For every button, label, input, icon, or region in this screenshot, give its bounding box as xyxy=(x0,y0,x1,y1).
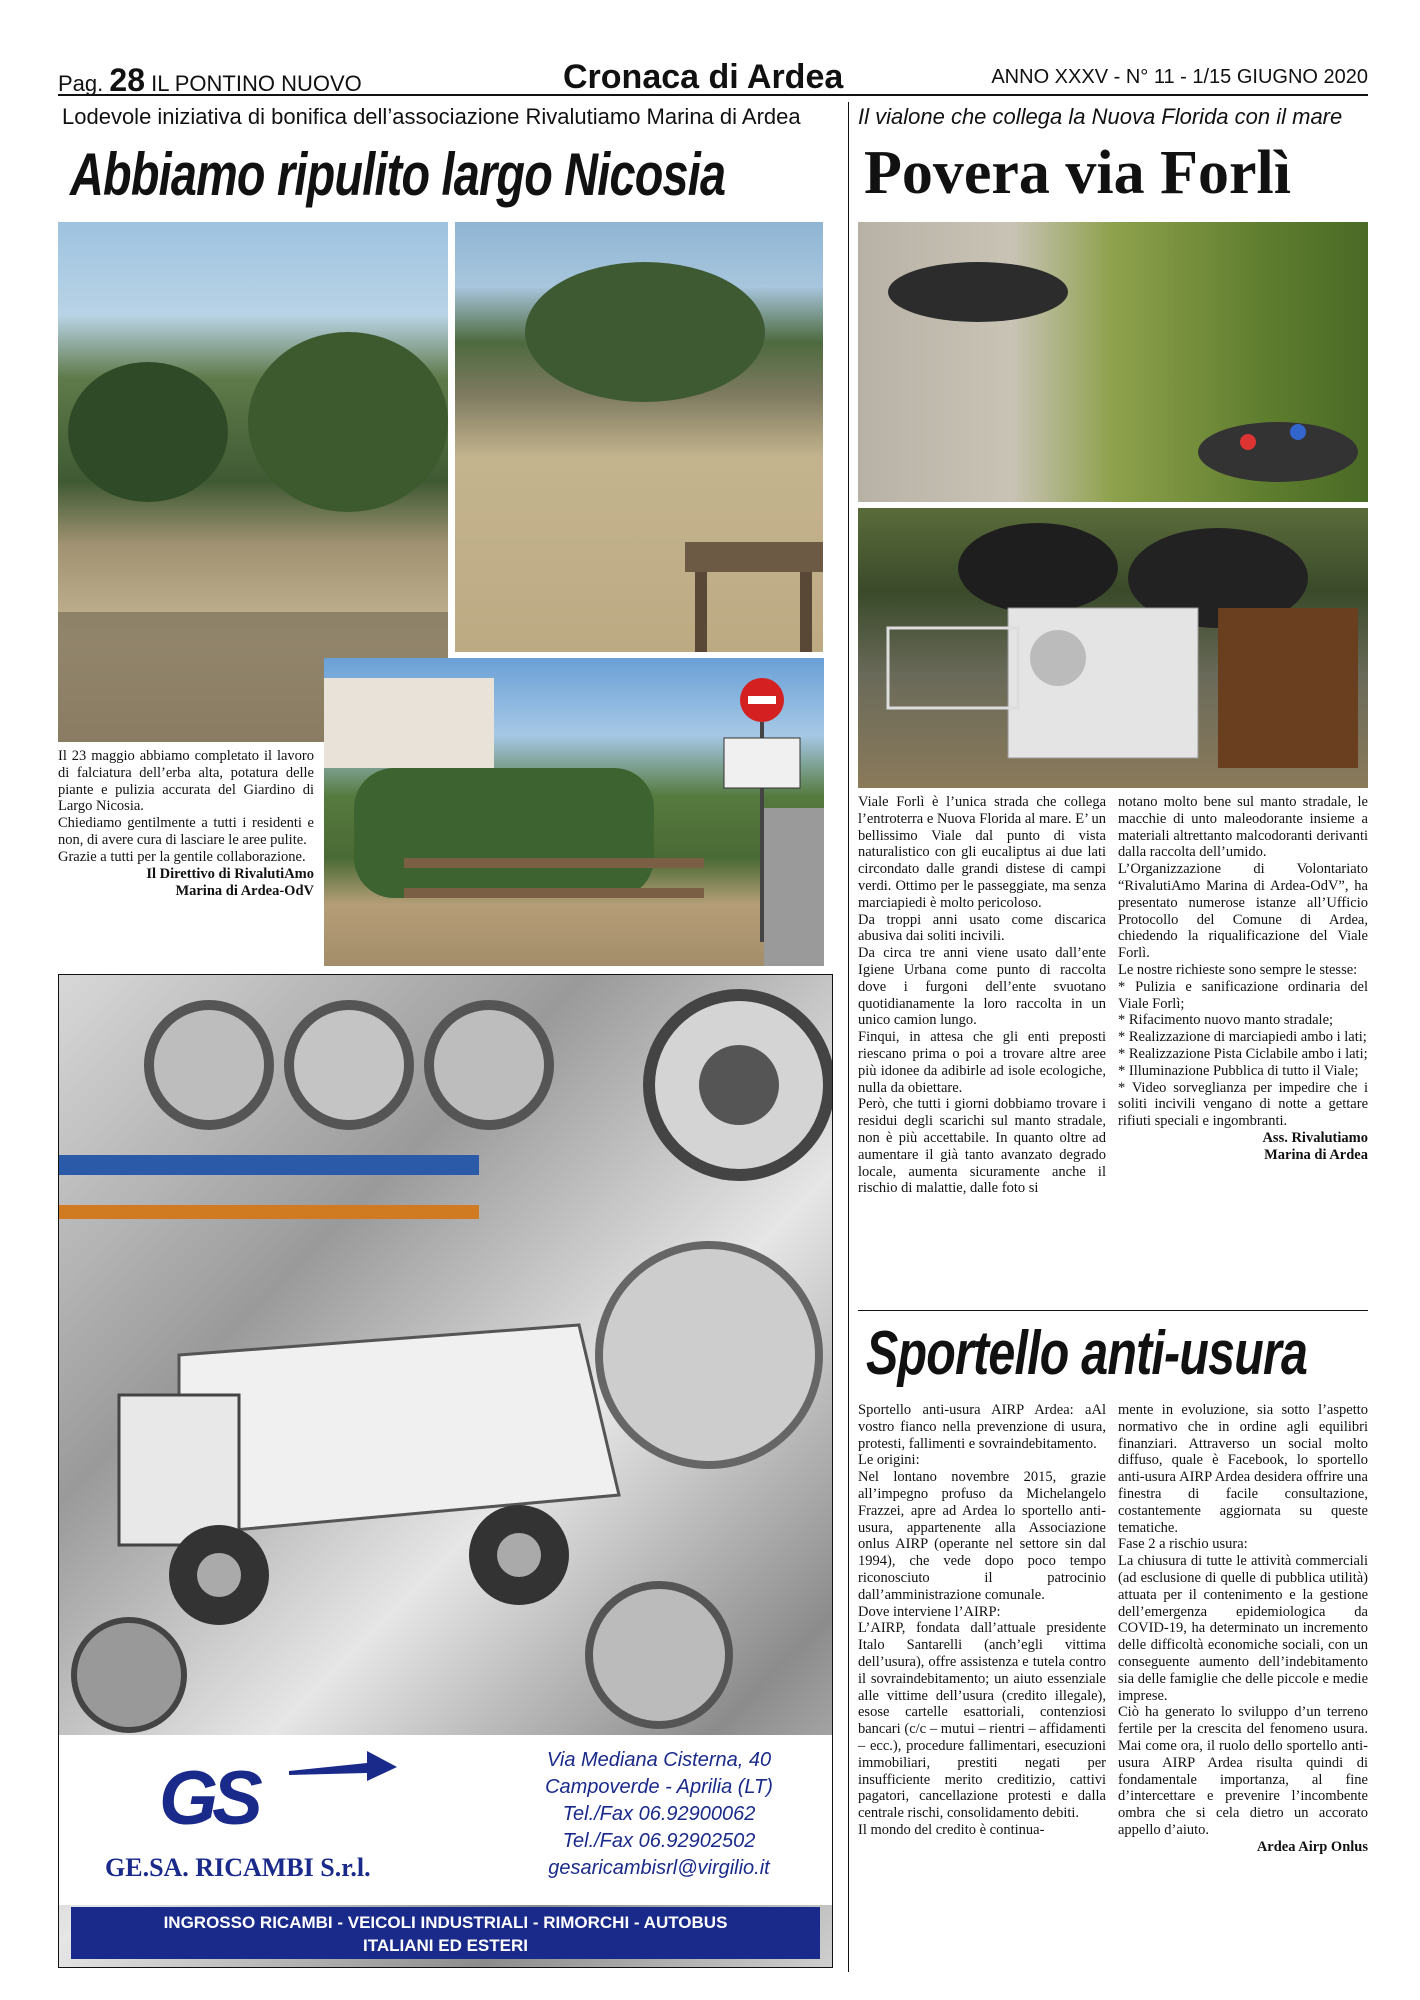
usura-paragraph: Sportello anti-usura AIRP Ardea: aAl vostro fianco nella prevenzione di usura, protesti, fallimenti e sovraindebitamento. xyxy=(858,1402,1106,1452)
forli-column-1 xyxy=(858,794,1106,1197)
ad-address-line: Campoverde - Aprilia (LT) xyxy=(545,1776,773,1798)
signature-line: Il Direttivo di RivalutiAmo xyxy=(146,865,314,882)
garden-bench-icon xyxy=(455,222,823,652)
usura-paragraph: L’AIRP, fondata dall’attuale presidente Italo Santarelli (anch’egli vittima dell’usura), offre assistenza e tutela contro il sovraindebitamento; un aiuto essenziale alle vittime dell’usura (credito illegale), esose cartelle esattoriali, contenziosi bancari (c/c – mutui – rientri – affidamenti – ecc.), procedure fallimentari, esecuzioni immobiliari, prestiti negati per insufficiente merito creditizio, cattivi pagatori, cancellazione protesti e dalla centrale rischi, consolidamento debiti. xyxy=(858,1620,1106,1822)
photo-forli-waste xyxy=(858,508,1368,788)
forli-paragraph: Le nostre richieste sono sempre le stesse: xyxy=(1118,961,1358,978)
usura-paragraph: La chiusura di tutte le attività commerciali (ad esclusione di quelle di pubblica utilità) attuata per il contenimento e la gestione dell’emergenza epidemiologica da COVID-19, ha determinato un incremento delle difficoltà economiche sociali, con un conseguente aumento dell’indebitamento sia delle famiglie che delle piccole e medie imprese. xyxy=(1118,1553,1369,1704)
ad-address xyxy=(499,1747,819,1882)
forli-list-item: * Pulizia e sanificazione ordinaria del Viale Forlì; xyxy=(1118,978,1368,1012)
ad-strip xyxy=(71,1907,820,1959)
forli-list-item: * Realizzazione di marciapiedi ambo i lati; xyxy=(1118,1029,1367,1046)
usura-title: Sportello anti-usura xyxy=(866,1319,1308,1388)
ad-email[interactable]: gesaricambisrl@virgilio.it xyxy=(548,1857,770,1879)
nicosia-kicker: Lodevole iniziativa di bonifica dell’associazione Rivalutiamo Marina di Ardea xyxy=(62,104,801,129)
usura-paragraph: Il mondo del credito è continua- xyxy=(858,1821,1045,1838)
issue-info: ANNO XXXV - N° 11 - 1/15 GIUGNO 2020 xyxy=(991,66,1368,88)
stop-sign-icon xyxy=(324,658,824,966)
forli-paragraph: Finqui, in attesa che gli enti preposti riescano prima o poi a trovare altre aree più idonee da adibirle ad isole ecologiche, nulla da obiettare. xyxy=(858,1029,1106,1096)
forli-signature xyxy=(1118,1130,1368,1164)
usura-column-1 xyxy=(858,1402,1106,1839)
trash-pile-icon xyxy=(858,222,1368,502)
forli-paragraph: Da circa tre anni viene usato dall’ente Igiene Urbana come punto di raccolta dove i furgoni dell’ente svuotano quotidianamente la loro raccolta in un unico camion lungo. xyxy=(858,945,1106,1029)
column-divider xyxy=(848,102,849,1972)
usura-signature: Ardea Airp Onlus xyxy=(1256,1838,1368,1855)
usura-paragraph: Nel lontano novembre 2015, grazie all’impegno profuso da Michelangelo Frazzei, apre ad Ardea lo sportello anti-usura, appartenente alla Associazione onlus AIRP (operante nel settore sin dal 1994), che vede dopo poco tempo riconosciuto il patrocinio dall’amministrazione comunale. xyxy=(858,1469,1106,1603)
ad-strip-line: ITALIANI ED ESTERI xyxy=(363,1936,528,1955)
washing-machine-icon xyxy=(858,508,1368,788)
forli-paragraph: Però, che tutti i giorni dobbiamo trovare i residui degli scarichi sul manto stradale, non è più accettabile. In quanto oltre ad aumentare il già tanto avanzato degrado locale, aumenta sicuramente anche il rischio di malattie, dalle foto si xyxy=(858,1096,1106,1197)
signature-line: Ass. Rivalutiamo xyxy=(1262,1129,1368,1146)
logo-arrow-icon xyxy=(289,1745,399,1785)
nicosia-signature xyxy=(58,866,314,900)
page-header xyxy=(58,58,1368,96)
forli-title: Povera via Forlì xyxy=(864,139,1291,207)
usura-paragraph: Dove interviene l’AIRP: xyxy=(858,1603,1001,1620)
ad-address-line: Via Mediana Cisterna, 40 xyxy=(546,1749,772,1771)
usura-paragraph: Le origini: xyxy=(858,1452,920,1469)
nicosia-title: Abbiamo ripulito largo Nicosia xyxy=(70,141,726,208)
ad-gesa-ricambi[interactable] xyxy=(58,974,833,1968)
ad-phone: Tel./Fax 06.92900062 xyxy=(562,1803,756,1825)
nicosia-paragraph: Il 23 maggio abbiamo completato il lavoro di falciatura dell’erba alta, potatura delle piante e pulizia accurata del Giardino di Largo Nicosia. xyxy=(58,748,314,815)
forli-list-item: * Rifacimento nuovo manto stradale; xyxy=(1118,1012,1334,1029)
photo-garden-3 xyxy=(324,658,824,966)
forli-list-item: * Illuminazione Pubblica di tutto il Viale; xyxy=(1118,1062,1359,1079)
signature-line: Marina di Ardea xyxy=(1264,1146,1368,1163)
forli-column-2 xyxy=(1118,794,1368,1164)
forli-paragraph: Da troppi anni usato come discarica abusiva dai soliti incivili. xyxy=(858,911,1106,945)
forli-kicker: Il vialone che collega la Nuova Florida con il mare xyxy=(858,104,1343,129)
signature-line: Marina di Ardea-OdV xyxy=(175,882,314,899)
nicosia-paragraph: Chiediamo gentilmente a tutti i residenti e non, di avere cura di lasciare le aree pulite. xyxy=(58,815,314,848)
nicosia-body xyxy=(58,748,314,900)
forli-list-item: * Realizzazione Pista Ciclabile ambo i lati; xyxy=(1118,1045,1368,1062)
ad-phone: Tel./Fax 06.92902502 xyxy=(562,1830,756,1852)
usura-paragraph: mente in evoluzione, sia sotto l’aspetto normativo che in ordine agli equilibri finanziari. Attraverso un social molto diffuso, quale è Facebook, lo sportello anti-usura AIRP Ardea desidera offrire una finestra di facile consultazione, costantemente aggiornata su queste tematiche. xyxy=(1118,1402,1368,1536)
ad-strip-line: INGROSSO RICAMBI - VEICOLI INDUSTRIALI - RIMORCHI - AUTOBUS xyxy=(163,1913,728,1932)
usura-paragraph: Ciò ha generato lo sviluppo d’un terreno fertile per la crescita del fenomeno usura. Mai come ora, il ruolo dello sportello anti-usura AIRP Ardea risulta quindi di fondamentale importanza, al fine d’intercettare e prevenire l’incombente ombra che si cela dietro un accorato appello d’aiuto. xyxy=(1118,1704,1368,1838)
forli-paragraph: L’Organizzazione di Volontariato “RivalutiAmo Marina di Ardea-OdV”, ha presentato numerose istanze all’Ufficio Protocollo del Comune di Ardea, chiedendo la riqualificazione del Viale Forlì. xyxy=(1118,861,1368,962)
usura-paragraph: Fase 2 a rischio usura: xyxy=(1118,1536,1248,1553)
ad-logo: GS xyxy=(159,1756,257,1841)
forli-list-item: * Video sorveglianza per impedire che i soliti incivili vengano di notte a gettare rifiuti speciali e ingombranti. xyxy=(1118,1079,1368,1130)
forli-paragraph: Viale Forlì è l’unica strada che collega l’entroterra e Nuova Florida al mare. E’ un bellissimo Viale dal punto di vista naturalistico con gli eucaliptus ai due lati circondato dalle grandi distese di campi verdi. Ottimo per le passeggiate, ma senza marciapiedi è molto pericoloso. xyxy=(858,794,1106,911)
section-divider xyxy=(858,1310,1368,1311)
truck-parts-illustration xyxy=(59,975,832,1735)
ad-info-panel xyxy=(59,1735,832,1905)
section-title: Cronaca di Ardea xyxy=(563,58,844,96)
photo-garden-2 xyxy=(455,222,823,652)
photo-forli-road xyxy=(858,222,1368,502)
ad-company-name: GE.SA. RICAMBI S.r.l. xyxy=(105,1853,371,1882)
usura-column-2 xyxy=(1118,1402,1368,1856)
forli-paragraph: notano molto bene sul manto stradale, le macchie di unto maleodorante insieme a materiali altrettanto malcodoranti derivanti dalla raccolta dell’umido. xyxy=(1118,794,1368,861)
nicosia-paragraph: Grazie a tutti per la gentile collaborazione. xyxy=(58,848,306,865)
page-number-label: Pag. 28 IL PONTINO NUOVO xyxy=(58,62,362,98)
